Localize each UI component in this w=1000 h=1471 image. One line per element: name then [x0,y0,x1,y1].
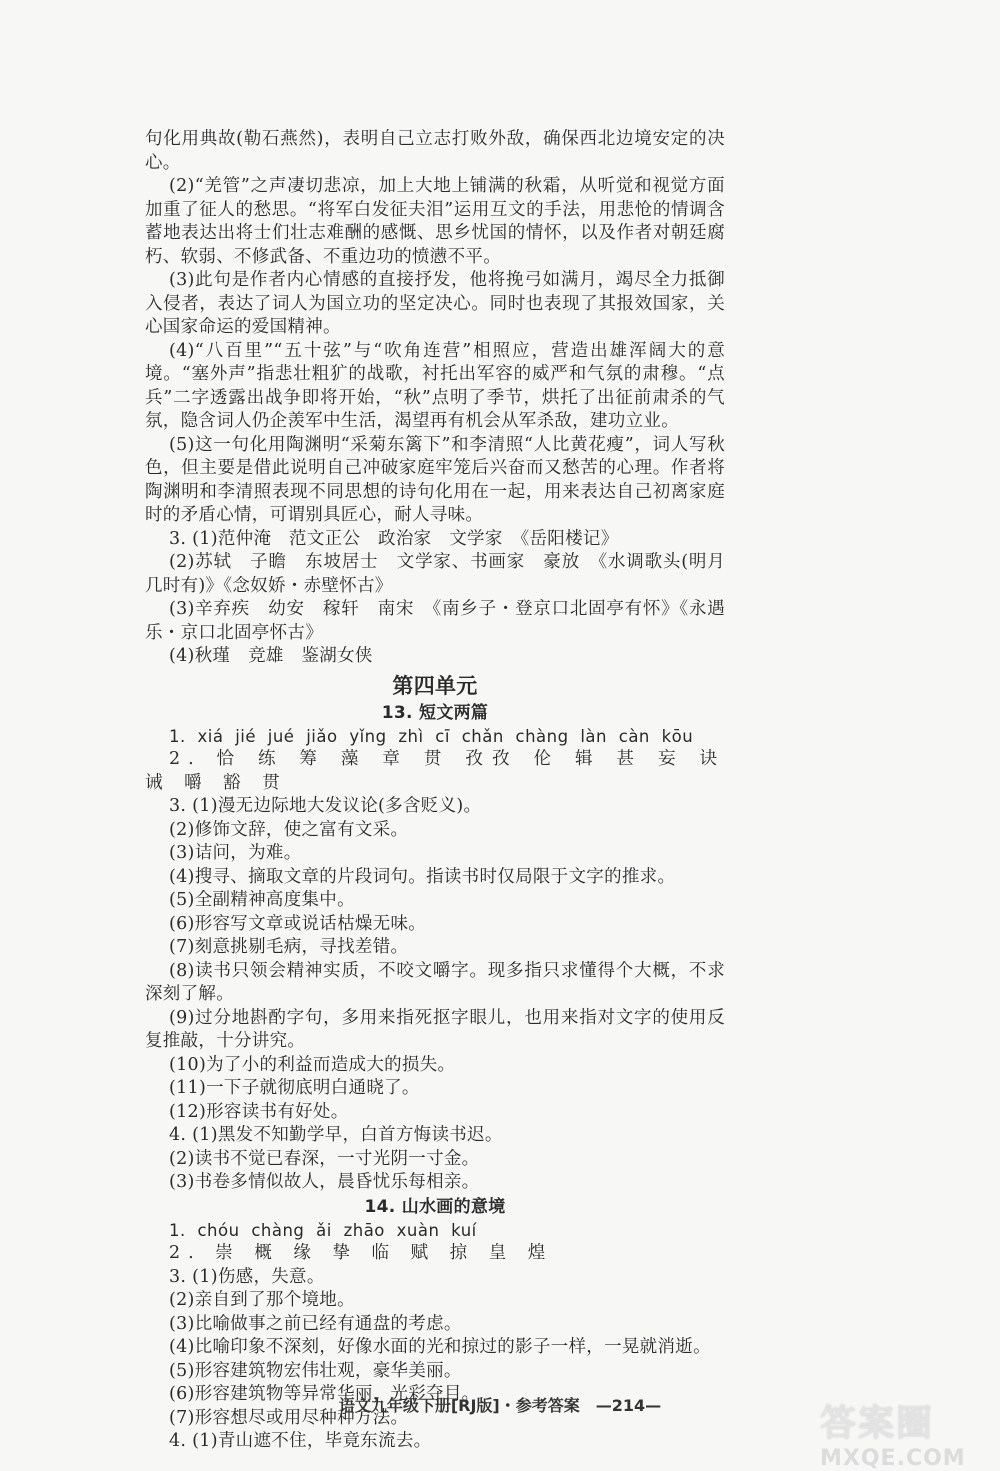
text-line: 3. (1)伤感，失意。 [169,1266,325,1287]
text-line: (4)秋瑾 竞雄 鉴湖女侠 [169,646,373,666]
text-line: (5)全副精神高度集中。 [169,890,355,910]
text-line: 4. (1)青山遮不住，毕竟东流去。 [169,1431,432,1451]
watermark-url: MXQE.COM [820,1446,966,1471]
lesson-heading: 14. 山水画的意境 [364,1196,506,1217]
text-line: (2)苏轼 子瞻 东坡居士 文学家、书画家 豪放 《水调歌头(明月几时有)》《念奴娇・赤壁怀古》 [145,552,725,596]
text-line: (6)形容建筑物等异常华丽，光彩夺目。 [169,1384,480,1404]
text-line: (2)亲自到了那个境地。 [169,1290,355,1310]
text-line: (5)形容建筑物宏伟壮观，豪华美丽。 [169,1360,462,1381]
text-line: 2. 恰 练 筹 藻 章 贯 孜孜 伦 辑 甚 妄 诀 诫 嚼 豁 贯 [145,749,725,793]
watermark-logo [820,1395,980,1471]
text-line: (7)刻意挑剔毛病，寻找差错。 [169,937,409,957]
answer-page [145,128,725,1454]
text-line: (3)诘问，为难。 [169,843,302,863]
text-line: (10)为了小的利益而造成大的损失。 [169,1054,456,1075]
pinyin-line: 1. xiá jié jué jiǎo yǐng zhì cī chǎn chàng làn càn kōu [169,726,694,746]
text-line: (9)过分地斟酌字句，多用来指死抠字眼儿，也用来指对文字的使用反复推敲，十分讲究。 [145,1007,725,1051]
text-line: (4)“八百里”“五十弦”与“吹角连营”相照应，营造出雄浑阔大的意境。“塞外声”指悲壮粗犷的战歌，衬托出军容的威严和气氛的肃穆。“点兵”二字透露出战争即将开始，“秋”点明了季节，烘托了出征前肃杀的气氛，隐含词人仍企羡军中生活，渴望再有机会从军杀敌，建功立业。 [145,340,725,431]
text-line: 3. (1)范仲淹 范文正公 政治家 文学家 《岳阳楼记》 [169,528,619,549]
text-line: (6)形容写文章或说话枯燥无味。 [169,913,427,934]
watermark-title: 答案圈 [820,1403,935,1444]
text-line: (3)比喻做事之前已经有通盘的考虑。 [169,1313,462,1334]
text-line: (4)搜寻、摘取文章的片段词句。指读书时仅局限于文字的推求。 [169,866,676,887]
text-line: (3)书卷多情似故人，晨昏忧乐每相亲。 [169,1172,480,1192]
text-line: (3)此句是作者内心情感的直接抒发，他将挽弓如满月，竭尽全力抵御入侵者，表达了词人为国立功的坚定决心。同时也表现了其报效国家，关心国家命运的爱国精神。 [145,270,725,337]
text-line: (11)一下子就彻底明白通晓了。 [169,1078,420,1098]
text-line: (3)辛弃疾 幼安 稼轩 南宋 《南乡子・登京口北固亭有怀》《永遇乐・京口北固亭怀古》 [145,599,725,643]
text-line: (2)读书不觉已春深，一寸光阴一寸金。 [169,1148,480,1169]
pinyin-line: 1. chóu chàng ǎi zhāo xuàn kuí [169,1220,477,1240]
text-line: (7)形容想尽或用尽种种方法。 [169,1407,409,1428]
text-line: 3. (1)漫无边际地大发议论(多含贬义)。 [169,796,482,816]
text-line: 句化用典故(勒石燕然)，表明自己立志打败外敌，确保西北边境安定的决心。 [145,129,725,173]
unit-heading: 第四单元 [392,673,478,698]
text-line: 2. 崇 概 缘 挚 临 赋 掠 皇 煌 [169,1243,554,1263]
text-line: 4. (1)黑发不知勤学早，白首方悔读书迟。 [169,1125,503,1145]
text-line: (2)修饰文辞，使之富有文采。 [169,819,409,840]
page-footer: 语文九年级下册[RJ版]・参考答案 —214— [338,1396,662,1415]
text-line: (2)“羌管”之声凄切悲凉，加上大地上铺满的秋霜，从听觉和视觉方面加重了征人的愁思。“将军白发征夫泪”运用互文的手法，用悲怆的情调含蓄地表达出将士们壮志难酬的感慨、思乡忧国的情怀，以及作者对朝廷腐朽、软弱、不修武备、不重边功的愤懑不平。 [145,176,725,267]
text-line: (4)比喻印象不深刻，好像水面的光和掠过的影子一样，一晃就消逝。 [169,1337,711,1357]
lesson-heading: 13. 短文两篇 [381,702,489,723]
text-line: (12)形容读书有好处。 [169,1101,349,1122]
text-line: (5)这一句化用陶渊明“采菊东篱下”和李清照“人比黄花瘦”，词人写秋色，但主要是借此说明自己冲破家庭牢笼后兴奋而又愁苦的心理。作者将陶渊明和李清照表现不同思想的诗句化用在一起，用来表达自己初离家庭时的矛盾心情，可谓别具匠心，耐人寻味。 [145,434,725,525]
text-line: (8)读书只领会精神实质，不咬文嚼字。现多指只求懂得个大概，不求深刻了解。 [145,960,725,1004]
